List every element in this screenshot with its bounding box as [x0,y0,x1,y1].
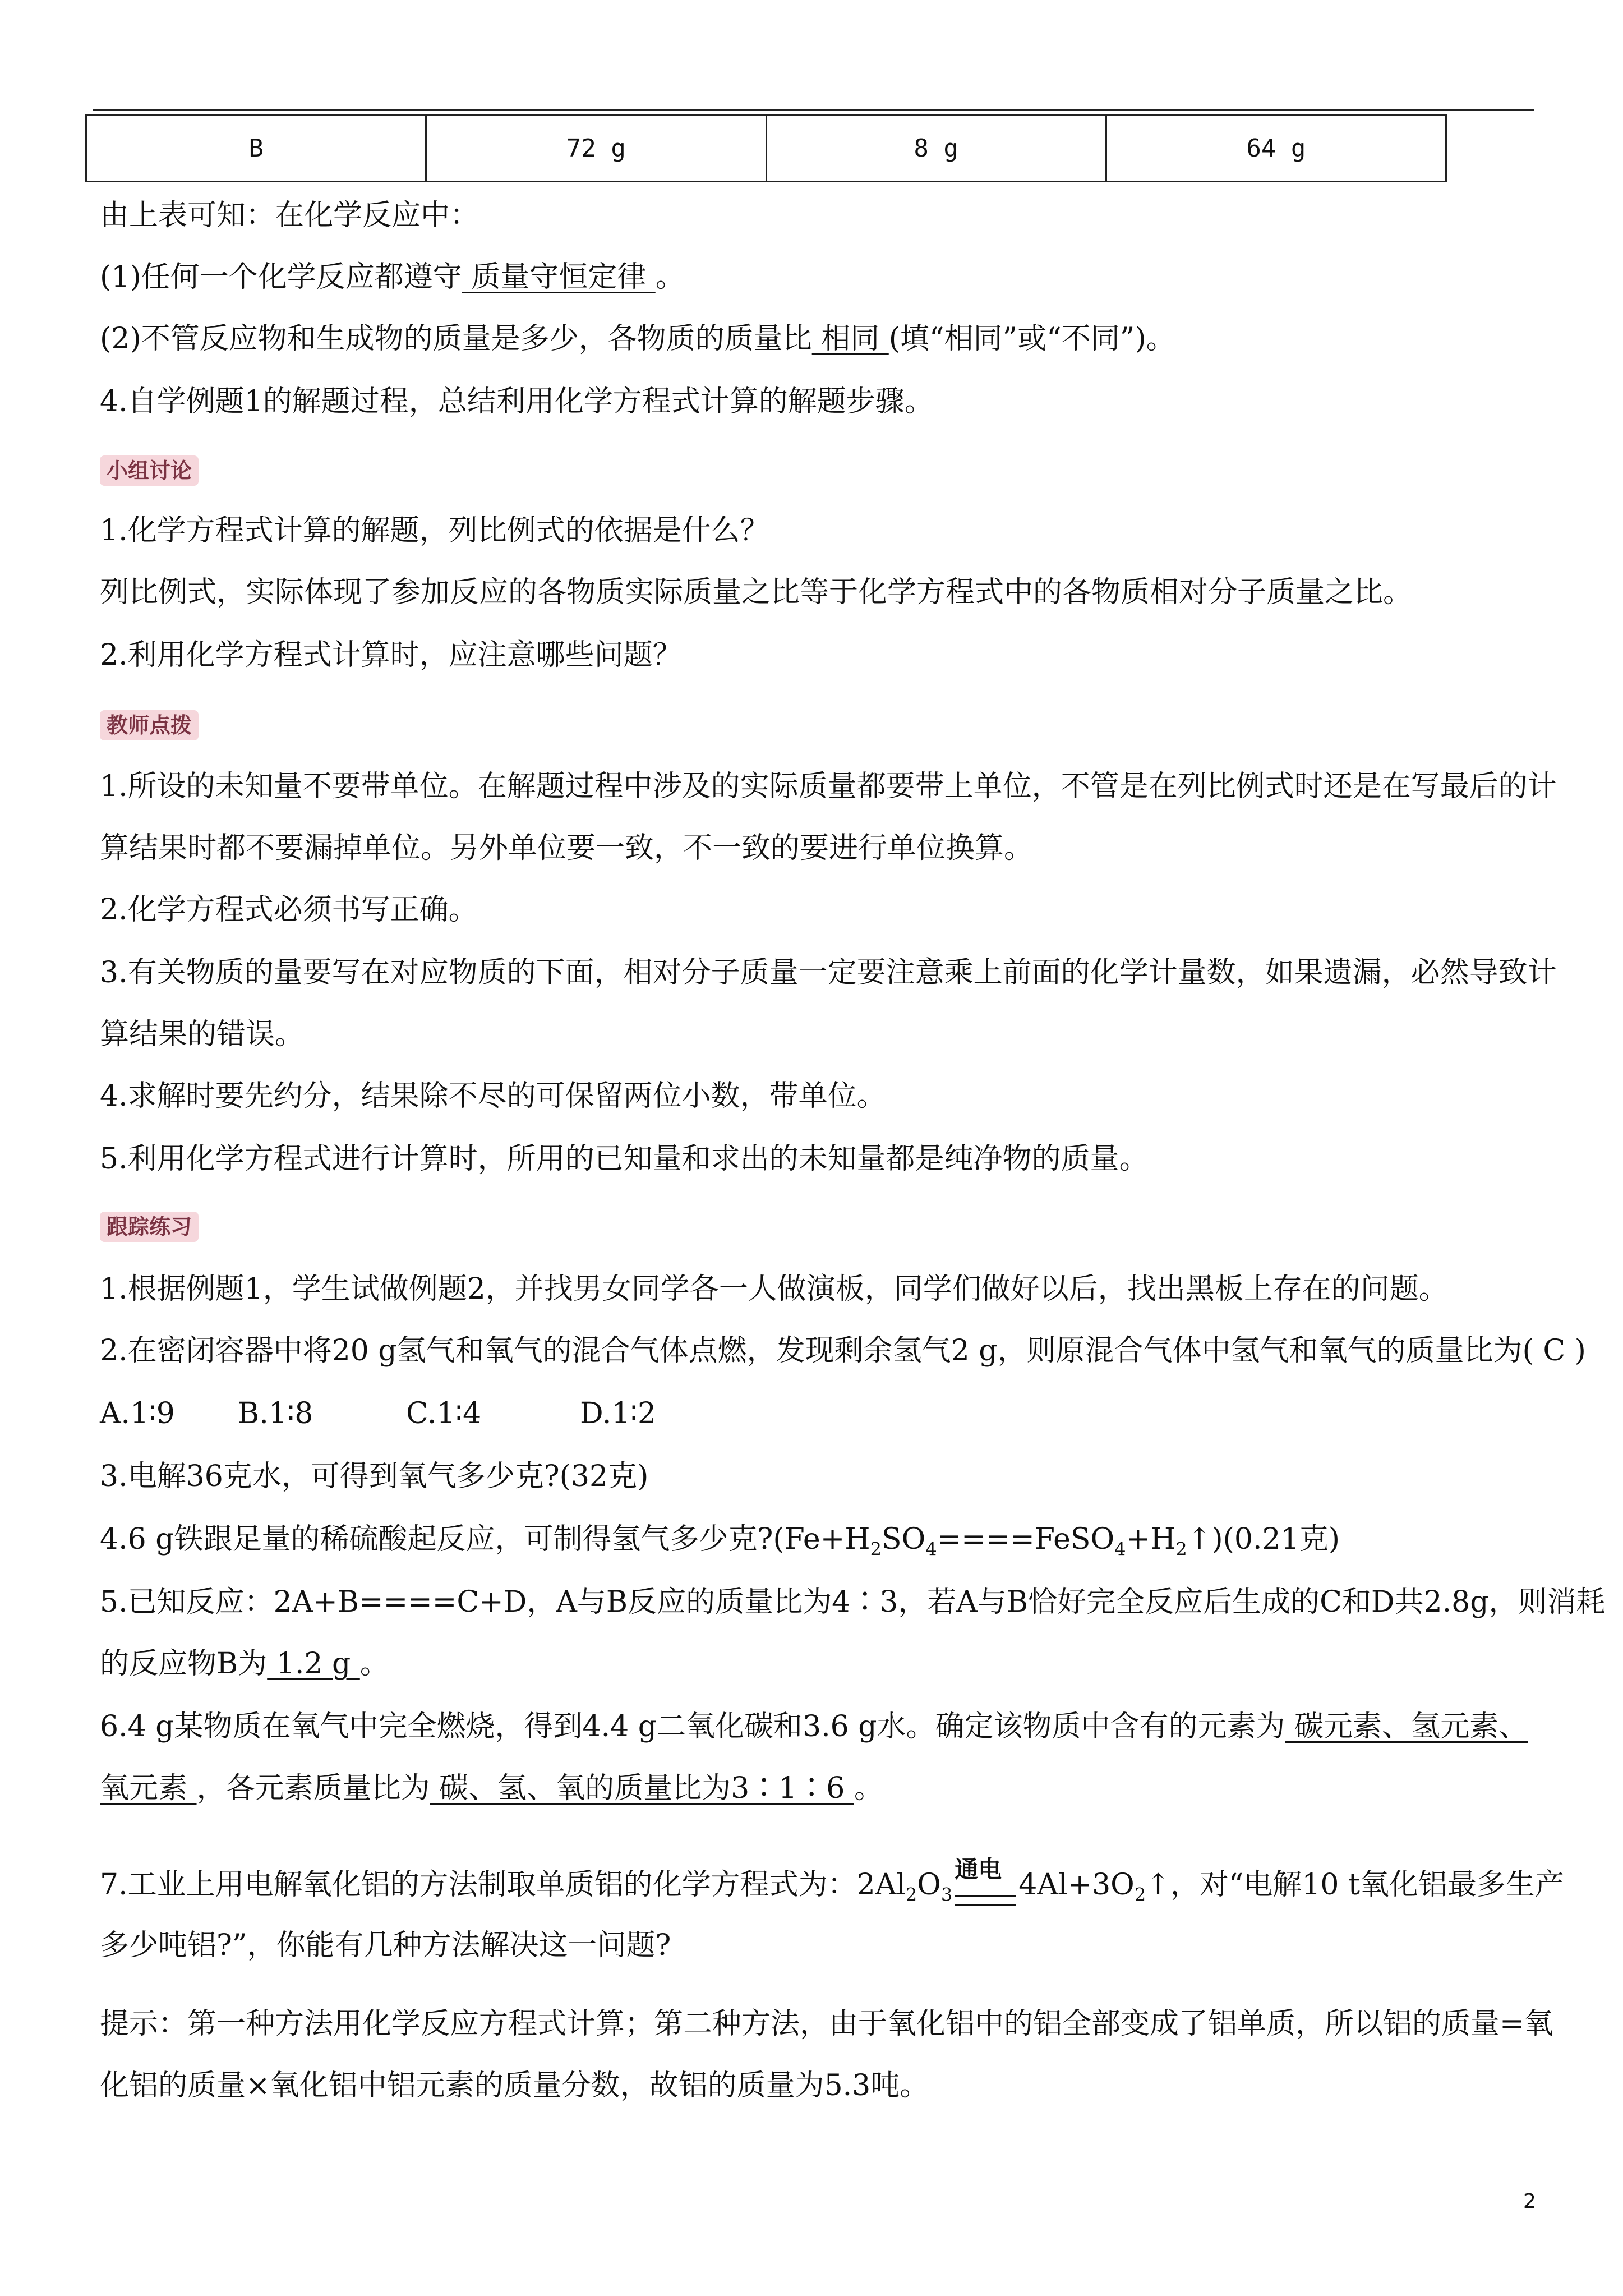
table-cell: 8 g [766,115,1106,182]
electrolysis-condition [952,1856,1018,1912]
exercise-5-text: 的反应物B为 [100,1647,268,1681]
discussion-q2: 2.利用化学方程式计算时，应注意哪些问题？ [100,638,682,672]
subscript: 4 [925,1538,937,1560]
tip-1-line-1: 1.所设的未知量不要带单位。在解题过程中涉及的实际质量都要带上单位，不管是在列比例式时还是在写最后的计 [100,770,1557,803]
formula-part: SO [881,1522,926,1556]
answer-blank: 1.2 g [267,1647,360,1681]
point-2-text: (2)不管反应物和生成物的质量是多少，各物质的质量比 [100,322,812,356]
exercise-5-line-2 [100,1646,389,1682]
subscript: 2 [1175,1538,1187,1560]
answer-blank: 相同 [811,322,889,356]
hint-line-1: 提示：第一种方法用化学反应方程式计算；第二种方法，由于氧化铝中的铝全部变成了铝单质，所以铝的质量=氧 [100,2007,1553,2041]
point-1 [100,259,685,295]
exercise-2: 2.在密闭容器中将20 g氢气和氧气的混合气体点燃，发现剩余氢气2 g，则原混合气体中氢气和氧气的质量比为( C ) [100,1334,1586,1368]
subscript: 4 [1114,1538,1126,1560]
answer-blank: 碳、氢、氧的质量比为3∶1∶6 [430,1772,854,1805]
option-a: A.1∶9 [100,1397,175,1430]
exercise-1: 1.根据例题1，学生试做例题2，并找男女同学各一人做演板，同学们做好以后，找出黑板上存在的问题。 [100,1272,1448,1306]
top-rule [93,109,1534,111]
intro-text: 由上表可知：在化学反应中： [100,199,479,232]
answer-blank: 质量守恒定律 [462,260,656,294]
table-cell: B [86,115,426,182]
exercise-4-answer: ↑)(0.21克) [1187,1522,1340,1556]
subscript: 2 [1134,1884,1146,1906]
exercise-2-options [100,1396,656,1432]
answer-blank: 碳元素、氢元素、 [1285,1710,1528,1743]
table-cell: 72 g [426,115,766,182]
reaction-equals-sign [955,1895,1016,1906]
point-2 [100,321,1175,357]
discussion-a1: 列比例式，实际体现了参加反应的各物质实际质量之比等于化学方程式中的各物质相对分子质量之比。 [100,576,1413,609]
subscript: 3 [940,1884,953,1906]
tip-5: 5.利用化学方程式进行计算时，所用的已知量和求出的未知量都是纯净物的质量。 [100,1142,1149,1176]
hint-line-2: 化铝的质量×氧化铝中铝元素的质量分数，故铝的质量为5.3吨。 [100,2069,929,2102]
exercise-6-end: 。 [854,1772,883,1805]
tip-2: 2.化学方程式必须书写正确。 [100,893,478,927]
table-row [86,115,1446,182]
answer-blank: 氧元素 [100,1772,197,1805]
exercise-7-line-2: 多少吨铝?”，你能有几种方法解决这一问题? [100,1929,671,1962]
tip-1-line-2: 算结果时都不要漏掉单位。另外单位要一致，不一致的要进行单位换算。 [100,831,1034,865]
exercise-7-line-1 [100,1856,1564,1912]
table-cell: 64 g [1106,115,1446,182]
exercise-6-line-1 [100,1709,1528,1745]
discussion-q1: 1.化学方程式计算的解题，列比例式的依据是什么？ [100,514,769,547]
section-tag-teacher-tips: 教师点拨 [100,710,199,740]
tip-3-line-2: 算结果的错误。 [100,1018,305,1051]
condition-label: 通电 [955,1856,1002,1884]
subscript: 2 [870,1538,882,1560]
exercise-5-line-1: 5.已知反应：2A+B====C+D，A与B反应的质量比为4∶3，若A与B恰好完全反应后生成的C和D共2.8g，则消耗 [100,1585,1606,1619]
exercise-3: 3.电解36克水，可得到氧气多少克?(32克) [100,1460,649,1493]
exercise-7-text: 7.工业上用电解氧化铝的方法制取单质铝的化学方程式为：2Al [100,1868,906,1902]
exercise-6-line-2 [100,1770,883,1806]
formula-part: 4Al+3O [1018,1868,1135,1902]
section-tag-practice: 跟踪练习 [100,1212,199,1242]
point-1-text: (1)任何一个化学反应都遵守 [100,260,462,294]
formula-part: +H [1126,1522,1176,1556]
tip-3-line-1: 3.有关物质的量要写在对应物质的下面，相对分子质量一定要注意乘上前面的化学计量数，如果遗漏，必然导致计 [100,956,1557,990]
page-number: 2 [1523,2190,1536,2213]
data-table [85,114,1447,182]
option-d: D.1∶2 [580,1397,657,1430]
formula-part: ====FeSO [937,1522,1115,1556]
exercise-4-text: 4.6 g铁跟足量的稀硫酸起反应，可制得氢气多少克?(Fe+H [100,1522,870,1556]
exercise-7-question: ↑，对“电解10 t氧化铝最多生产 [1146,1868,1564,1902]
point-2-end: (填“相同”或“不同”)。 [888,322,1175,356]
exercise-4 [100,1521,1340,1567]
formula-part: O [917,1868,941,1902]
option-c: C.1∶4 [406,1397,482,1430]
exercise-5-end: 。 [359,1647,389,1681]
exercise-6-text: 6.4 g某物质在氧气中完全燃烧，得到4.4 g二氧化碳和3.6 g水。确定该物质中含有的元素为 [100,1710,1285,1743]
subscript: 2 [905,1884,917,1906]
point-3: 4.自学例题1的解题过程，总结利用化学方程式计算的解题步骤。 [100,385,934,418]
tip-4: 4.求解时要先约分，结果除不尽的可保留两位小数，带单位。 [100,1079,886,1113]
section-tag-group-discussion: 小组讨论 [100,455,199,486]
option-b: B.1∶8 [238,1397,313,1430]
point-1-end: 。 [655,260,685,294]
exercise-6-mid: ，各元素质量比为 [196,1772,430,1805]
